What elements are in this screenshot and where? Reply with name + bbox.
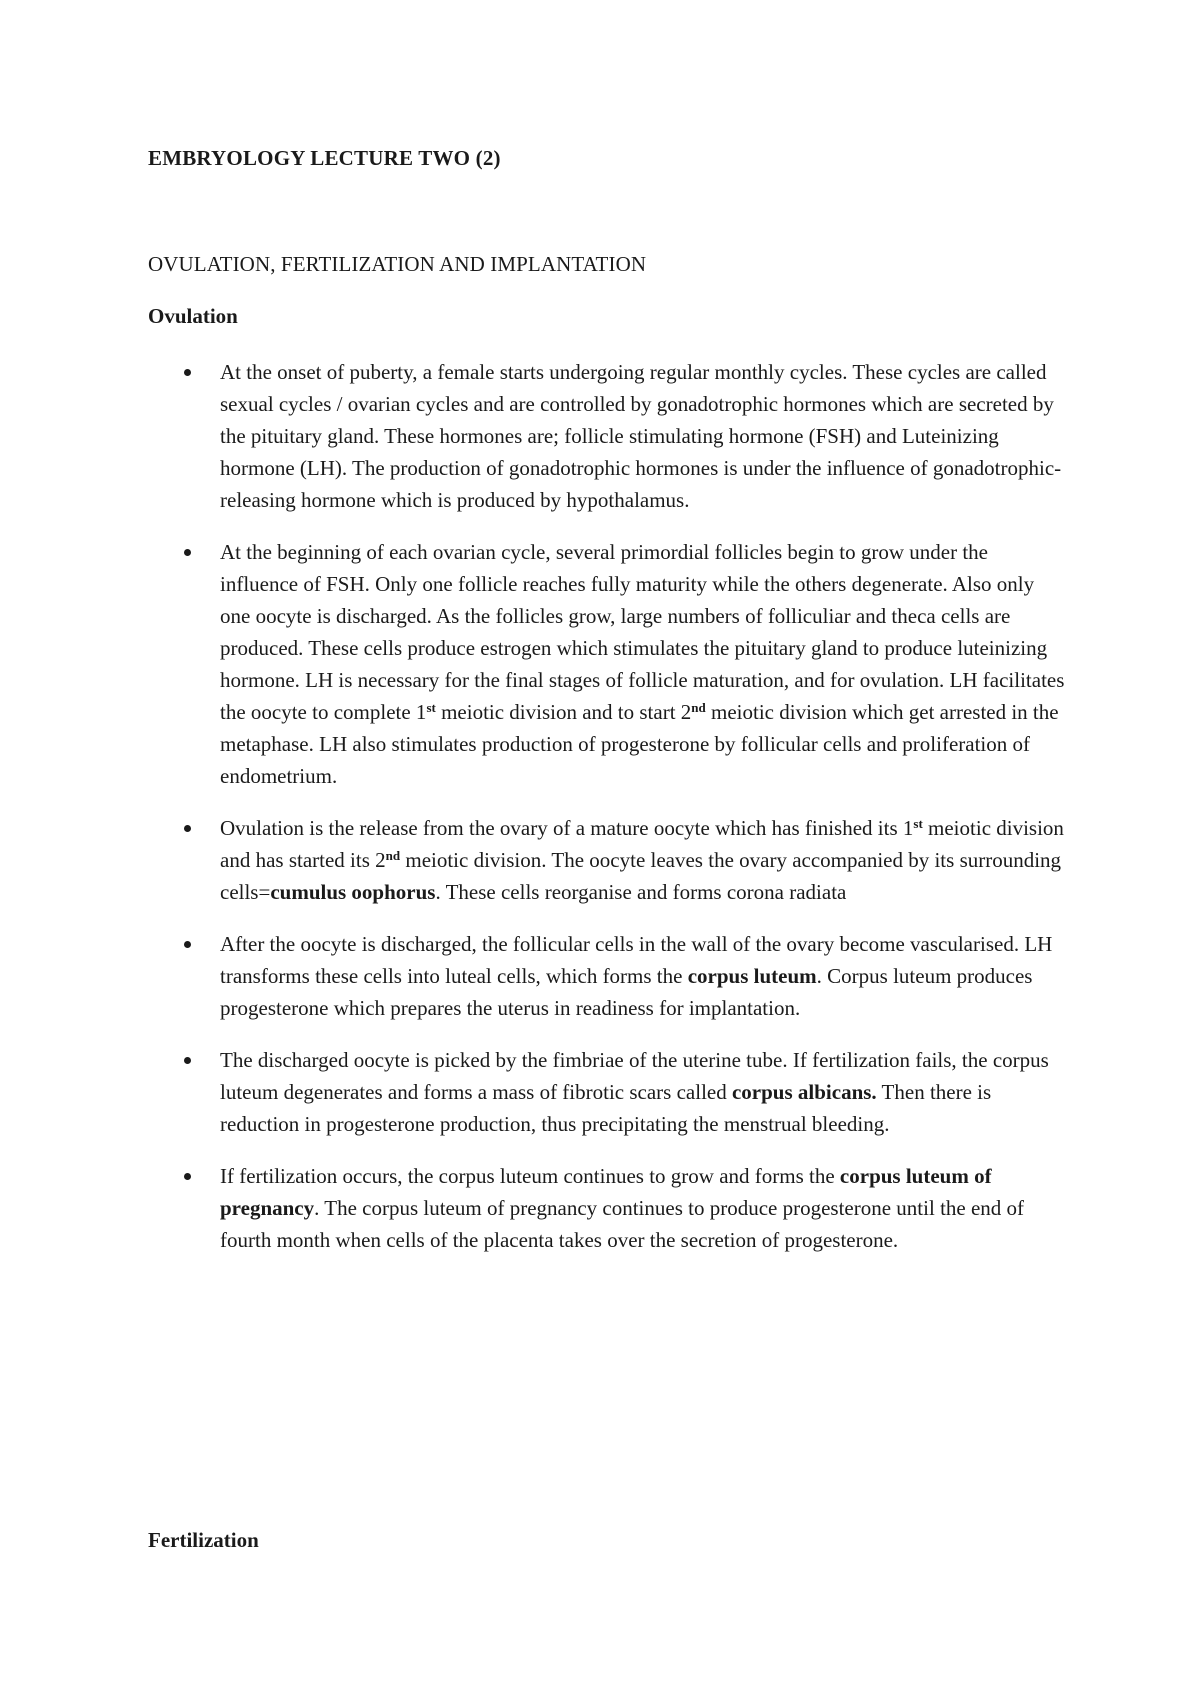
text-run: After the oocyte is discharged, the follicular cells in the wall of the ovary become vascularised. LH transforms these cells into luteal cells, which forms the — [220, 932, 1053, 988]
section-heading-ovulation: Ovulation — [148, 304, 238, 328]
bullet-icon — [184, 1057, 191, 1064]
text-run: Then there is reduction in progesterone production, thus precipitating the menstrual bleeding. — [220, 1080, 992, 1136]
ordinal-suffix: nd — [385, 848, 401, 863]
text-run: meiotic division and has started its 2 — [220, 816, 1064, 872]
text-run: . The corpus luteum of pregnancy continues to produce progesterone until the end of fourth month when cells of the placenta takes over the secretion of progesterone. — [220, 1196, 1025, 1252]
ovulation-bullet-list — [148, 356, 1068, 1276]
bullet-text — [220, 1164, 1024, 1252]
text-run: Ovulation is the release from the ovary of a mature oocyte which has finished its 1 — [220, 816, 914, 840]
text-run: At the beginning of each ovarian cycle, several primordial follicles begin to grow under the influence of FSH. Only one follicle reaches fully maturity while the others degenerate. Also only one oocyte is discharged. As the follicles grow, large numbers of folliculiar and theca cells are produced. These cells produce estrogen which stimulates the pituitary gland to produce luteinizing hormone. LH is necessary for the final stages of follicle maturation, and for ovulation. LH facilitates the oocyte to complete 1 — [220, 540, 1065, 724]
document-subtitle: OVULATION, FERTILIZATION AND IMPLANTATION — [148, 252, 647, 276]
text-run: . These cells reorganise and forms corona radiata — [435, 880, 847, 904]
text-run: The discharged oocyte is picked by the fimbriae of the uterine tube. If fertilization fails, the corpus luteum degenerates and forms a mass of fibrotic scars called — [220, 1048, 1049, 1104]
section-heading-fertilization: Fertilization — [148, 1528, 259, 1552]
text-run: meiotic division. The oocyte leaves the ovary accompanied by its surrounding cells= — [220, 848, 1062, 904]
bullet-text — [220, 932, 1052, 1020]
bold-term: corpus albicans. — [731, 1080, 877, 1104]
list-item — [148, 356, 1068, 516]
bullet-icon — [184, 369, 191, 376]
bold-term: cumulus oophorus — [270, 880, 436, 904]
bullet-icon — [184, 825, 191, 832]
bold-term: corpus luteum of pregnancy — [220, 1164, 992, 1220]
list-item — [148, 812, 1068, 908]
text-run: . Corpus luteum produces progesterone which prepares the uterus in readiness for implantation. — [220, 964, 1033, 1020]
document-title: EMBRYOLOGY LECTURE TWO (2) — [148, 146, 501, 170]
bullet-text — [220, 540, 1064, 788]
ordinal-suffix: st — [426, 700, 436, 715]
text-run: meiotic division and to start 2 — [435, 700, 692, 724]
bullet-text — [220, 816, 1064, 904]
bullet-text — [220, 1048, 1049, 1136]
text-run: If fertilization occurs, the corpus luteum continues to grow and forms the — [220, 1164, 840, 1188]
text-run: meiotic division which get arrested in the metaphase. LH also stimulates production of progesterone by follicular cells and proliferation of endometrium. — [220, 700, 1059, 788]
bullet-icon — [184, 1173, 191, 1180]
bold-term: corpus luteum — [687, 964, 817, 988]
bullet-text — [220, 360, 1061, 512]
bullet-icon — [184, 549, 191, 556]
ordinal-suffix: nd — [691, 700, 706, 715]
list-item — [148, 1160, 1068, 1256]
bullet-icon — [184, 941, 191, 948]
list-item — [148, 536, 1068, 792]
list-item — [148, 928, 1068, 1024]
ordinal-suffix: st — [913, 816, 923, 831]
text-run: At the onset of puberty, a female starts undergoing regular monthly cycles. These cycles are called sexual cycles / ovarian cycles and are controlled by gonadotrophic hormones which are secreted by the pituitary gland. These hormones are; follicle stimulating hormone (FSH) and Luteinizing hormone (LH). The production of gonadotrophic hormones is under the influence of gonadotrophic-releasing hormone which is produced by hypothalamus. — [220, 360, 1062, 512]
list-item — [148, 1044, 1068, 1140]
